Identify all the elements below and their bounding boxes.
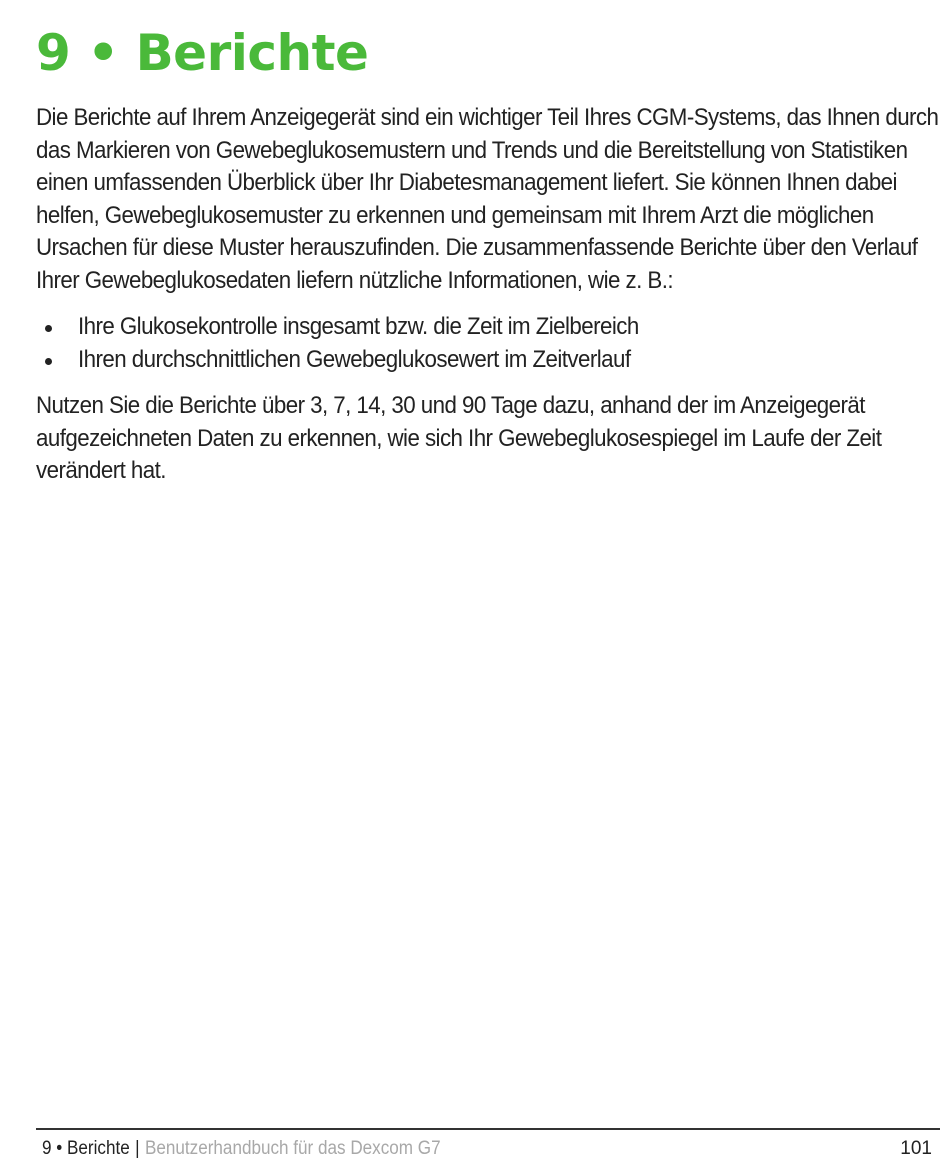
footer-manual-title: Benutzerhandbuch für das Dexcom G7 [144,1138,441,1159]
page-number: 101 [900,1138,932,1159]
intro-paragraph: Die Berichte auf Ihrem Anzeigegerät sind ein wichtiger Teil Ihres CGM-Systems, das Ihnen durch das Markieren von Gewebeglukosemustern und Trends und die Bereitstellung von Statistiken einen umfassenden Überblick über Ihr Diabetesmanagement liefert. Sie können Ihnen dabei helfen, Gewebeglukosemuster zu erkennen und gemeinsam mit Ihrem Arzt die möglichen Ursachen für diese Muster herauszufinden. Die zusammenfassende Berichte über den Verlauf Ihrer Gewebeglukosedaten liefern nützliche Informationen, wie z. B.: [36,104,939,294]
footer-chapter: 9 • Berichte [42,1138,130,1159]
footer-left [42,1136,441,1162]
footer-divider [36,1128,940,1130]
list-item-text: Ihre Glukosekontrolle insgesamt bzw. die Zeit im Zielbereich [78,313,639,340]
bullet-icon [45,358,52,365]
main-content [36,102,942,488]
list-item-text: Ihren durchschnittlichen Gewebeglukosewert im Zeitverlauf [78,345,631,373]
page-title: 9 • Berichte [36,24,369,82]
outro-paragraph: Nutzen Sie die Berichte über 3, 7, 14, 30 und 90 Tage dazu, anhand der im Anzeigegerät aufgezeichneten Daten zu erkennen, wie sich Ihr Gewebeglukosespiegel im Laufe der Zeit verändert hat. [36,392,882,484]
list-item [36,311,942,344]
footer-separator: | [135,1138,140,1159]
list-item [36,344,942,377]
page-footer [42,1136,932,1162]
bullet-list [36,311,942,376]
bullet-icon [45,325,52,332]
